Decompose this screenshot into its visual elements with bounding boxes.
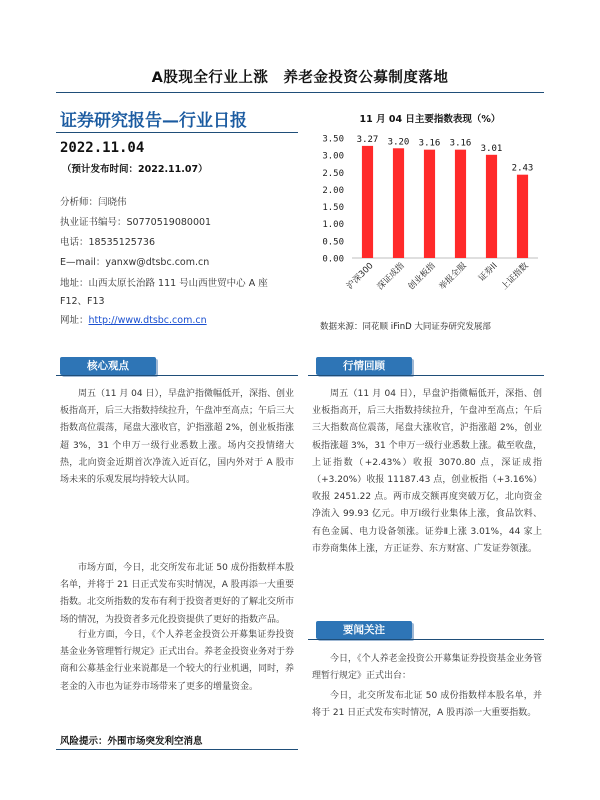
y-tick-label: 1.50 (322, 203, 344, 214)
website-label: 网址： (60, 315, 89, 326)
analyst-email: E—mail：yanxw@dtsbc.com.cn (60, 257, 210, 268)
y-tick-label: 2.50 (322, 168, 344, 179)
y-tick-label: 3.00 (322, 151, 344, 162)
index-performance-chart (306, 126, 546, 322)
data-label: 2.43 (511, 163, 534, 174)
core-view-divider (56, 375, 298, 376)
chart-source: 数据来源：同花顺 iFinD 大同证券研究发展部 (320, 322, 491, 332)
y-tick-label: 0.50 (322, 237, 344, 248)
news-paragraph-1: 今日，《个人养老金投资公开募集证券投资基金业务管理暂行规定》正式出台： (312, 654, 542, 682)
analyst-phone: 电话：18535125736 (60, 237, 155, 248)
y-tick-label: 2.00 (322, 185, 344, 196)
y-tick-label: 1.00 (322, 220, 344, 231)
bar (455, 150, 466, 258)
x-tick-label: 沪深300 (345, 261, 376, 292)
address-line-1: 地址：山西太原长治路 111 号山西世贸中心 A 座 (60, 278, 268, 289)
x-tick-label: 上证指数 (499, 261, 531, 293)
y-tick-label: 3.50 (322, 134, 344, 145)
risk-warning: 风险提示：外围市场突发利空消息 (60, 736, 203, 747)
chart-title: 11 月 04 日主要指数表现（%） (359, 114, 501, 125)
title-divider (56, 132, 298, 133)
x-tick-label: 创业板指 (406, 261, 438, 293)
data-label: 3.16 (449, 138, 472, 149)
bar (393, 148, 404, 258)
page-headline: A股现全行业上涨 养老金投资公募制度落地 (151, 70, 449, 86)
bar (424, 150, 435, 258)
website-row (60, 314, 207, 328)
x-tick-label: 举报全服 (437, 261, 469, 293)
website-link[interactable]: http://www.dtsbc.com.cn (88, 315, 207, 326)
report-date: 2022.11.04 (60, 140, 145, 156)
analyst-name: 分析师：闫晓伟 (60, 197, 127, 208)
news-divider (308, 639, 544, 640)
core-view-paragraph-2: 市场方面，今日，北交所发布北证 50 成份指数样本股名单，并将于 21 日正式发布实时情况，A 股再添一大重要指数。北交所指数的发布有利于投资者更好的了解北交所市场的情况，为投资者多元化投资提供了更好的指数产品。 (60, 563, 295, 625)
market-review-divider (308, 375, 544, 376)
data-label: 3.20 (387, 137, 410, 148)
bar (517, 175, 528, 258)
publish-date: （预计发布时间：2022.11.07） (62, 164, 208, 175)
section-tab-news: 要闻关注 (316, 621, 412, 639)
x-tick-label: 深证成指 (375, 261, 407, 293)
market-review-paragraph: 周五（11 月 04 日），早盘沪指微幅低开，深指、创业板指高开，后三大指数持续拉升，午盘冲至高点；午后三大指数高位震荡，尾盘大涨收官，沪指涨超 2%，创业板指涨超 3%，31 个申万一级行业悉数上涨。截至收盘，上证指数（+2.43%）收报 3070.80 点，深证成指（+3.20%）收报 11187.43 点，创业板指（+3.16%）收报 2451.22 点。两市成交额再度突破万亿，北向资金净流入 99.93 亿元。申万Ⅰ级行业集体上涨，食品饮料、有色金属、电力设备领涨。证券Ⅱ上涨 3.01%，44 家上市券商集体上涨，方正证券、东方财富、广发证券领涨。 (312, 389, 542, 554)
news-paragraph-2: 今日，北交所发布北证 50 成份指数样本股名单，并将于 21 日正式发布实时情况，A 股再添一大重要指数。 (312, 691, 542, 719)
y-tick-label: 0.00 (322, 254, 344, 265)
core-view-paragraph-1: 周五（11 月 04 日），早盘沪指微幅低开，深指、创业板指高开，后三大指数持续拉升，午盘冲至高点；午后三大指数高位震荡，尾盘大涨收官，沪指涨超 2%，创业板指涨超 3%，31 个申万一级行业悉数上涨。场内交投情绪大热，北向资金近期首次净流入近百亿，国内外对于 A 股市场未来的乐观发展均持较大认同。 (60, 389, 295, 486)
risk-divider (56, 749, 298, 750)
data-label: 3.01 (480, 143, 503, 154)
x-tick-label: 证券II (476, 261, 500, 284)
report-title: 证券研究报告—行业日报 (60, 111, 247, 131)
data-label: 3.27 (356, 134, 379, 145)
section-tab-core-view: 核心观点 (60, 357, 156, 375)
analyst-license: 执业证书编号：S0770519080001 (60, 217, 212, 228)
address-line-2: F12、F13 (60, 296, 105, 307)
core-view-paragraph-3: 行业方面，今日，《个人养老金投资公开募集证券投资基金业务管理暂行规定》正式出台。养老金投资业务对于券商和公募基金行业来说都是一个较大的行业机遇，同时，养老金的入市也为证券市场带来了更多的增量资金。 (60, 630, 295, 692)
bar (486, 155, 497, 258)
data-label: 3.16 (418, 138, 441, 149)
bar (362, 146, 373, 258)
section-tab-market-review: 行情回顾 (316, 357, 412, 375)
header-divider (56, 92, 544, 93)
